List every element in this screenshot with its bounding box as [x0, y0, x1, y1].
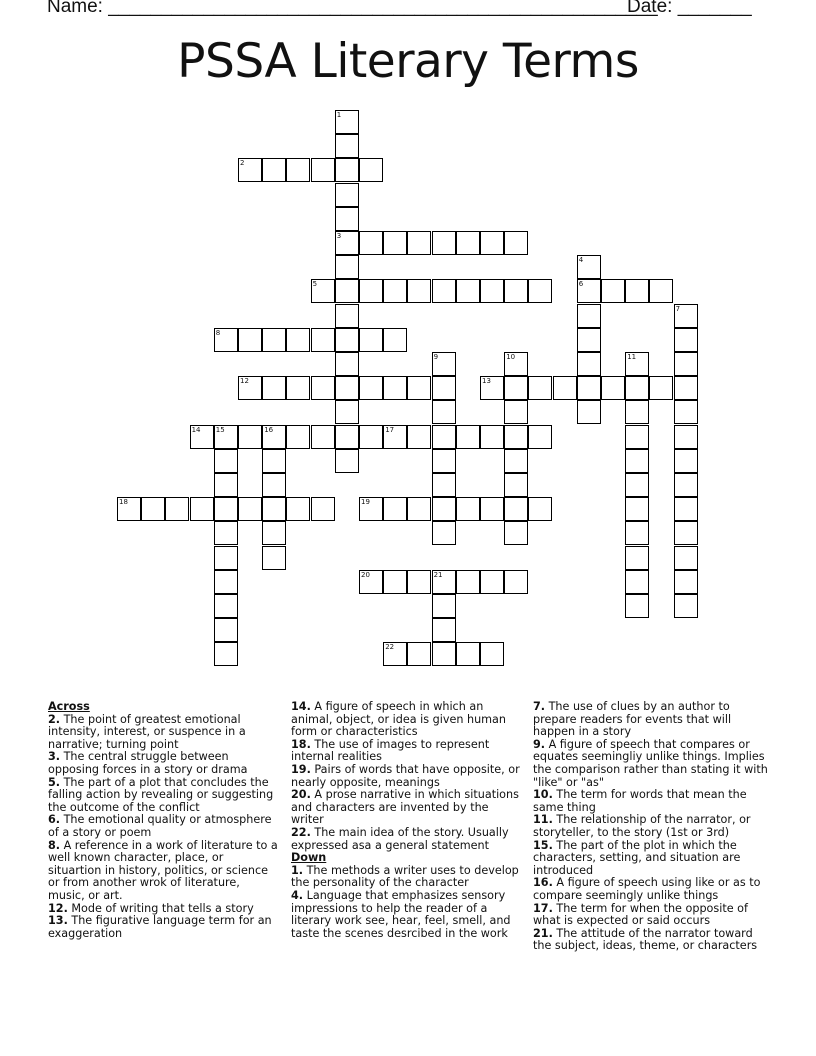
grid-cell[interactable] — [407, 497, 431, 521]
grid-cell[interactable] — [480, 376, 504, 400]
clue-column-1 — [48, 701, 280, 940]
clue-label: 17. — [533, 901, 553, 915]
clue-number: 16 — [264, 425, 274, 434]
down-clue — [533, 877, 769, 902]
grid-cell[interactable] — [407, 425, 431, 449]
grid-cell[interactable] — [577, 352, 601, 376]
grid-cell[interactable] — [625, 497, 649, 521]
clue-label: 1. — [291, 863, 304, 877]
grid-cell[interactable] — [238, 497, 262, 521]
grid-cell[interactable] — [383, 376, 407, 400]
grid-cell[interactable] — [504, 449, 528, 473]
grid-cell[interactable] — [674, 594, 698, 618]
grid-cell[interactable] — [625, 376, 649, 400]
grid-cell[interactable] — [528, 376, 552, 400]
clue-column-2 — [291, 701, 524, 940]
grid-cell[interactable] — [504, 279, 528, 303]
grid-cell[interactable] — [190, 425, 214, 449]
grid-cell[interactable] — [674, 473, 698, 497]
clue-number: 22 — [385, 643, 395, 652]
grid-cell[interactable] — [286, 376, 310, 400]
grid-cell[interactable] — [674, 570, 698, 594]
clue-text: Pairs of words that have opposite, or nearly opposite, meanings — [291, 762, 520, 789]
date-field[interactable]: Date: _______ — [627, 0, 752, 17]
clue-label: 7. — [533, 700, 546, 713]
grid-cell[interactable] — [480, 570, 504, 594]
grid-cell[interactable] — [359, 376, 383, 400]
across-clue — [291, 701, 524, 739]
clue-number: 19 — [361, 498, 370, 507]
clue-text: The attitude of the narrator toward the subject, ideas, theme, or characters — [533, 926, 758, 953]
grid-cell[interactable] — [601, 376, 625, 400]
grid-cell[interactable] — [262, 521, 286, 545]
clue-number: 1 — [336, 111, 342, 119]
grid-cell[interactable] — [504, 473, 528, 497]
grid-cell[interactable] — [311, 497, 335, 521]
clue-number: 4 — [578, 256, 584, 265]
grid-cell[interactable] — [504, 425, 528, 449]
grid-cell[interactable] — [601, 279, 625, 303]
grid-cell[interactable] — [335, 328, 359, 352]
page-title: PSSA Literary Terms — [177, 34, 639, 89]
grid-cell[interactable] — [311, 376, 335, 400]
grid-cell[interactable] — [480, 231, 504, 255]
grid-cell[interactable] — [238, 158, 262, 182]
grid-cell[interactable] — [335, 449, 359, 473]
grid-cell[interactable] — [165, 497, 189, 521]
grid-cell[interactable] — [383, 425, 407, 449]
down-clue — [291, 890, 524, 940]
grid-cell[interactable] — [214, 473, 238, 497]
across-clue — [48, 714, 280, 752]
grid-cell[interactable] — [432, 425, 456, 449]
clue-text: A figure of speech in which an animal, object, or idea is given human form or characteristics — [291, 700, 506, 739]
grid-cell[interactable] — [456, 642, 480, 666]
clue-text: The relationship of the narrator, or storyteller, to the story (1st or 3rd) — [533, 813, 751, 839]
clue-label: 11. — [533, 813, 553, 827]
grid-cell[interactable] — [432, 521, 456, 545]
grid-cell[interactable] — [359, 231, 383, 255]
clue-text: The part of the plot in which the characters, setting, and situation are introduced — [533, 838, 741, 877]
grid-cell[interactable] — [359, 425, 383, 449]
grid-cell[interactable] — [432, 594, 456, 618]
clue-text: The term for when the opposite of what is expected or said occurs — [533, 901, 748, 928]
grid-cell[interactable] — [432, 618, 456, 642]
down-clue — [291, 865, 524, 890]
grid-cell[interactable] — [504, 400, 528, 424]
grid-cell[interactable] — [311, 425, 335, 449]
clue-label: 6. — [48, 813, 61, 827]
grid-cell[interactable] — [456, 570, 480, 594]
grid-cell[interactable] — [383, 328, 407, 352]
grid-cell[interactable] — [674, 376, 698, 400]
grid-cell[interactable] — [504, 231, 528, 255]
grid-cell[interactable] — [625, 425, 649, 449]
clue-number: 13 — [482, 377, 491, 386]
grid-cell[interactable] — [214, 594, 238, 618]
clue-label: 9. — [533, 737, 546, 751]
grid-cell[interactable] — [311, 279, 335, 303]
grid-cell[interactable] — [553, 376, 577, 400]
clue-label: 21. — [533, 926, 553, 940]
grid-cell[interactable] — [262, 158, 286, 182]
down-clue — [533, 789, 769, 814]
down-clue — [533, 928, 769, 953]
grid-cell[interactable] — [625, 570, 649, 594]
grid-cell[interactable] — [359, 570, 383, 594]
grid-cell[interactable] — [214, 618, 238, 642]
clue-label: 15. — [533, 838, 553, 852]
grid-cell[interactable] — [432, 279, 456, 303]
grid-cell[interactable] — [480, 642, 504, 666]
grid-cell[interactable] — [335, 304, 359, 328]
down-clue — [533, 701, 769, 739]
clue-text: The emotional quality or atmosphere of a story or poem — [48, 813, 272, 839]
clue-number: 7 — [675, 304, 681, 313]
grid-cell[interactable] — [674, 497, 698, 521]
grid-cell[interactable] — [286, 425, 310, 449]
grid-cell[interactable] — [625, 546, 649, 570]
grid-cell[interactable] — [625, 449, 649, 473]
clue-label: 19. — [291, 762, 311, 776]
grid-cell[interactable] — [335, 134, 359, 158]
grid-cell[interactable] — [625, 279, 649, 303]
clue-label: 2. — [48, 712, 61, 726]
grid-cell[interactable] — [214, 449, 238, 473]
across-clue — [48, 751, 280, 776]
clue-text: A figure of speech using like or as to compare seemingly unlike things — [533, 876, 761, 902]
clue-label: 8. — [48, 838, 61, 852]
grid-cell[interactable] — [335, 400, 359, 424]
grid-cell[interactable] — [432, 642, 456, 666]
clue-number: 18 — [119, 498, 128, 507]
down-clue — [533, 903, 769, 928]
grid-cell[interactable] — [480, 279, 504, 303]
grid-cell[interactable] — [674, 546, 698, 570]
grid-cell[interactable] — [262, 546, 286, 570]
grid-cell[interactable] — [238, 425, 262, 449]
grid-cell[interactable] — [528, 425, 552, 449]
clue-text: The figurative language term for an exaggeration — [48, 914, 272, 940]
grid-cell[interactable] — [214, 328, 238, 352]
clue-text: The use of clues by an author to prepare readers for events that will happen in a story — [533, 700, 732, 739]
grid-cell[interactable] — [383, 642, 407, 666]
grid-cell[interactable] — [528, 279, 552, 303]
grid-cell[interactable] — [335, 231, 359, 255]
clue-label: 3. — [48, 750, 61, 764]
grid-cell[interactable] — [311, 158, 335, 182]
grid-cell[interactable] — [335, 183, 359, 207]
down-clue — [533, 840, 769, 878]
across-clue — [291, 739, 524, 764]
grid-cell[interactable] — [262, 473, 286, 497]
clue-number: 15 — [215, 425, 225, 434]
grid-cell[interactable] — [625, 473, 649, 497]
grid-cell[interactable] — [674, 328, 698, 352]
clue-text: The central struggle between opposing forces in a story or drama — [48, 750, 248, 776]
grid-cell[interactable] — [335, 279, 359, 303]
clue-number: 5 — [312, 280, 318, 289]
grid-cell[interactable] — [262, 425, 286, 449]
grid-cell[interactable] — [625, 594, 649, 618]
grid-cell[interactable] — [577, 328, 601, 352]
clue-text: The point of greatest emotional intensity, interest, or suspence in a narrative; turning point — [48, 712, 246, 751]
clue-text: A reference in a work of literature to a well known character, place, or situartion in history, politics, or science or from another wrok of literature, music, or art. — [48, 838, 278, 902]
grid-cell[interactable] — [577, 279, 601, 303]
clue-column-3 — [533, 701, 769, 953]
grid-cell[interactable] — [262, 497, 286, 521]
grid-cell[interactable] — [286, 497, 310, 521]
grid-cell[interactable] — [674, 521, 698, 545]
grid-cell[interactable] — [625, 352, 649, 376]
grid-cell[interactable] — [214, 642, 238, 666]
grid-cell[interactable] — [577, 376, 601, 400]
clue-text: The term for words that mean the same thing — [533, 788, 747, 814]
clue-number: 3 — [336, 232, 342, 240]
grid-cell[interactable] — [359, 328, 383, 352]
clue-label: 12. — [48, 901, 68, 915]
clue-text: The main idea of the story. Usually expressed asa a general statement — [291, 825, 509, 852]
down-clue — [533, 814, 769, 839]
clue-text: The use of images to represent internal realities — [291, 737, 490, 764]
grid-cell[interactable] — [432, 400, 456, 424]
grid-cell[interactable] — [214, 570, 238, 594]
grid-cell[interactable] — [674, 304, 698, 328]
clue-label: 18. — [291, 737, 311, 751]
grid-cell[interactable] — [335, 207, 359, 231]
clue-number: 9 — [433, 353, 439, 361]
grid-cell[interactable] — [335, 110, 359, 134]
grid-cell[interactable] — [359, 497, 383, 521]
grid-cell[interactable] — [577, 255, 601, 279]
grid-cell[interactable] — [432, 473, 456, 497]
grid-cell[interactable] — [407, 279, 431, 303]
grid-cell[interactable] — [214, 521, 238, 545]
across-clue — [48, 814, 280, 839]
name-field[interactable]: Name: ____________________________________________________ — [47, 0, 658, 17]
across-clue — [291, 789, 524, 827]
grid-cell[interactable] — [577, 304, 601, 328]
clue-number: 17 — [385, 425, 395, 434]
clue-number: 21 — [433, 570, 443, 579]
grid-cell[interactable] — [504, 570, 528, 594]
grid-cell[interactable] — [383, 570, 407, 594]
grid-cell[interactable] — [432, 570, 456, 594]
grid-cell[interactable] — [504, 376, 528, 400]
grid-cell[interactable] — [214, 546, 238, 570]
grid-cell[interactable] — [335, 352, 359, 376]
grid-cell[interactable] — [528, 497, 552, 521]
grid-cell[interactable] — [480, 425, 504, 449]
grid-cell[interactable] — [456, 231, 480, 255]
clue-label: 22. — [291, 825, 311, 839]
grid-cell[interactable] — [190, 497, 214, 521]
grid-cell[interactable] — [625, 521, 649, 545]
across-clue — [48, 777, 280, 815]
grid-cell[interactable] — [480, 497, 504, 521]
clue-text: A prose narrative in which situations and characters are invented by the writer — [291, 788, 519, 827]
grid-cell[interactable] — [359, 279, 383, 303]
clue-text: The methods a writer uses to develop the personality of the character — [291, 863, 519, 890]
grid-cell[interactable] — [504, 521, 528, 545]
grid-cell[interactable] — [674, 400, 698, 424]
clue-number: 12 — [240, 377, 249, 386]
grid-cell[interactable] — [383, 231, 407, 255]
across-heading: Across — [48, 700, 90, 713]
grid-cell[interactable] — [262, 376, 286, 400]
clue-label: 20. — [291, 788, 311, 802]
grid-cell[interactable] — [456, 497, 480, 521]
clue-text: Language that emphasizes sensory impressions to help the reader of a literary work see, hear, feel, smell, and taste the scenes desrcibed in the work — [291, 888, 511, 940]
grid-cell[interactable] — [335, 158, 359, 182]
clue-number: 20 — [361, 570, 370, 579]
grid-cell[interactable] — [335, 255, 359, 279]
clue-number: 8 — [215, 328, 221, 337]
grid-cell[interactable] — [649, 376, 673, 400]
clue-label: 14. — [291, 700, 311, 713]
clue-text: A figure of speech that compares or equates seemingliy unlike things. Implies the comparison rather than stating it with "like" or "as" — [533, 737, 768, 789]
grid-cell[interactable] — [262, 328, 286, 352]
across-clue — [48, 840, 280, 903]
grid-cell[interactable] — [577, 400, 601, 424]
grid-cell[interactable] — [238, 328, 262, 352]
grid-cell[interactable] — [456, 425, 480, 449]
grid-cell[interactable] — [286, 328, 310, 352]
grid-cell[interactable] — [432, 231, 456, 255]
grid-cell[interactable] — [674, 352, 698, 376]
clue-text: Mode of writing that tells a story — [67, 901, 254, 915]
clue-label: 10. — [533, 788, 553, 802]
clue-label: 5. — [48, 775, 61, 789]
clue-label: 4. — [291, 888, 304, 902]
grid-cell[interactable] — [383, 279, 407, 303]
grid-cell[interactable] — [238, 376, 262, 400]
grid-cell[interactable] — [504, 352, 528, 376]
grid-cell[interactable] — [407, 570, 431, 594]
grid-cell[interactable] — [311, 328, 335, 352]
down-clue — [533, 739, 769, 789]
grid-cell[interactable] — [407, 231, 431, 255]
grid-cell[interactable] — [674, 425, 698, 449]
grid-cell[interactable] — [286, 158, 310, 182]
grid-cell[interactable] — [674, 449, 698, 473]
grid-cell[interactable] — [383, 497, 407, 521]
across-clue — [291, 827, 524, 852]
grid-cell[interactable] — [335, 425, 359, 449]
grid-cell[interactable] — [432, 352, 456, 376]
grid-cell[interactable] — [432, 449, 456, 473]
grid-cell[interactable] — [262, 449, 286, 473]
clue-text: The part of a plot that concludes the falling action by revealing or suggesting the outcome of the conflict — [48, 775, 274, 814]
clue-number: 6 — [578, 280, 584, 289]
grid-cell[interactable] — [214, 497, 238, 521]
grid-cell[interactable] — [432, 376, 456, 400]
clue-number: 2 — [240, 159, 245, 168]
down-heading: Down — [291, 851, 327, 865]
grid-cell[interactable] — [456, 279, 480, 303]
across-clue — [291, 764, 524, 789]
grid-cell[interactable] — [407, 642, 431, 666]
clue-label: 13. — [48, 914, 68, 928]
clue-number: 11 — [627, 353, 637, 361]
grid-cell[interactable] — [359, 158, 383, 182]
grid-cell[interactable] — [649, 279, 673, 303]
clue-label: 16. — [533, 876, 553, 890]
clue-number: 10 — [506, 353, 516, 361]
grid-cell[interactable] — [141, 497, 165, 521]
grid-cell[interactable] — [504, 497, 528, 521]
grid-cell[interactable] — [625, 400, 649, 424]
grid-cell[interactable] — [214, 425, 238, 449]
grid-cell[interactable] — [407, 376, 431, 400]
grid-cell[interactable] — [117, 497, 141, 521]
clue-number: 14 — [191, 425, 201, 434]
across-clue — [48, 915, 280, 940]
grid-cell[interactable] — [335, 376, 359, 400]
grid-cell[interactable] — [432, 497, 456, 521]
